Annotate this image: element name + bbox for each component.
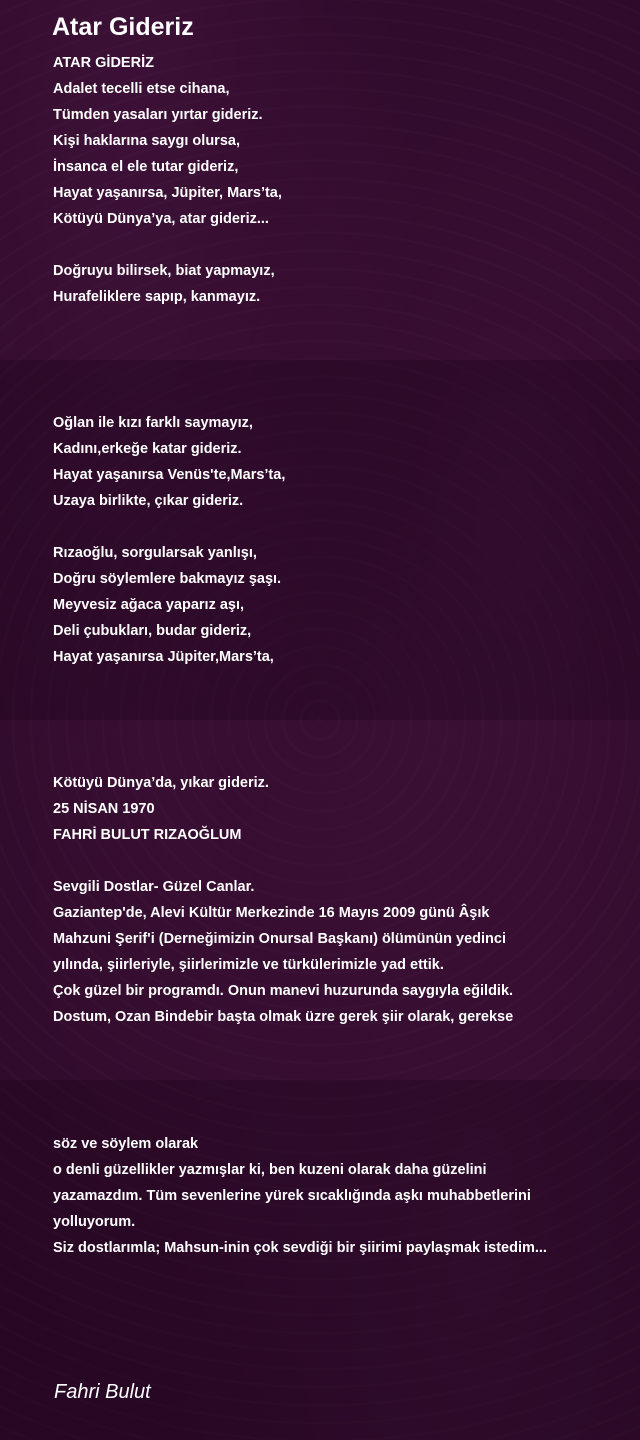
text-line: Doğruyu bilirsek, biat yapmayız, xyxy=(53,263,275,279)
text-line: Adalet tecelli etse cihana, xyxy=(53,81,230,97)
text-line: Doğru söylemlere bakmayız şaşı. xyxy=(53,571,282,587)
text-line: Sevgili Dostlar- Güzel Canlar. xyxy=(53,879,255,895)
text-line: Kişi haklarına saygı olursa, xyxy=(53,133,240,149)
text-line: Uzaya birlikte, çıkar gideriz. xyxy=(53,493,244,509)
text-line: Deli çubukları, budar gideriz, xyxy=(53,623,252,639)
text-line: Kötüyü Dünya’ya, atar gideriz... xyxy=(53,211,269,227)
text-line: ATAR GİDERİZ xyxy=(53,55,154,71)
text-line: yazamazdım. Tüm sevenlerine yürek sıcaklığında aşkı muhabbetlerini xyxy=(53,1188,531,1204)
text-line: Gaziantep'de, Alevi Kültür Merkezinde 16 Mayıs 2009 günü Âşık xyxy=(53,905,490,921)
text-line: yılında, şiirleriyle, şiirlerimizle ve türkülerimizle yad ettik. xyxy=(53,957,444,973)
text-line: Çok güzel bir programdı. Onun manevi huzurunda saygıyla eğildik. xyxy=(53,983,514,999)
text-line: Kötüyü Dünya’da, yıkar gideriz. xyxy=(53,775,269,791)
text-line: Tümden yasaları yırtar gideriz. xyxy=(53,107,263,123)
text-line: Siz dostlarımla; Mahsun-inin çok sevdiği bir şiirimi paylaşmak istedim... xyxy=(53,1240,547,1256)
text-line: 25 NİSAN 1970 xyxy=(53,801,155,817)
text-line: Hayat yaşanırsa Venüs'te,Mars’ta, xyxy=(53,467,286,483)
poem-section-4 xyxy=(53,1131,633,1261)
text-line: Mahzuni Şerif'i (Derneğimizin Onursal Başkanı) ölümünün yedinci xyxy=(53,931,507,947)
poem-section-3 xyxy=(53,770,633,1030)
stanza-gap xyxy=(53,232,633,258)
text-line: Kadını,erkeğe katar gideriz. xyxy=(53,441,242,457)
poem-title: Atar Gideriz xyxy=(52,13,194,41)
text-line: Rızaoğlu, sorgularsak yanlışı, xyxy=(53,545,257,561)
text-line: Dostum, Ozan Bindebir başta olmak üzre gerek şiir olarak, gerekse xyxy=(53,1009,514,1025)
text-line: yolluyorum. xyxy=(53,1214,136,1230)
poem-section-2 xyxy=(53,410,633,670)
text-line: Hurafeliklere sapıp, kanmayız. xyxy=(53,289,261,305)
stanza-gap xyxy=(53,514,633,540)
author-name: Fahri Bulut xyxy=(54,1381,151,1403)
text-line: söz ve söylem olarak xyxy=(53,1136,199,1152)
text-line: o denli güzellikler yazmışlar ki, ben kuzeni olarak daha güzelini xyxy=(53,1162,487,1178)
text-line: Hayat yaşanırsa, Jüpiter, Mars’ta, xyxy=(53,185,282,201)
poem-section-1 xyxy=(53,50,633,310)
text-line: Oğlan ile kızı farklı saymayız, xyxy=(53,415,253,431)
text-line: FAHRİ BULUT RIZAOĞLUM xyxy=(53,827,242,843)
stanza-gap xyxy=(53,848,633,874)
text-line: İnsanca el ele tutar gideriz, xyxy=(53,159,239,175)
text-line: Meyvesiz ağaca yaparız aşı, xyxy=(53,597,245,613)
text-line: Hayat yaşanırsa Jüpiter,Mars’ta, xyxy=(53,649,274,665)
